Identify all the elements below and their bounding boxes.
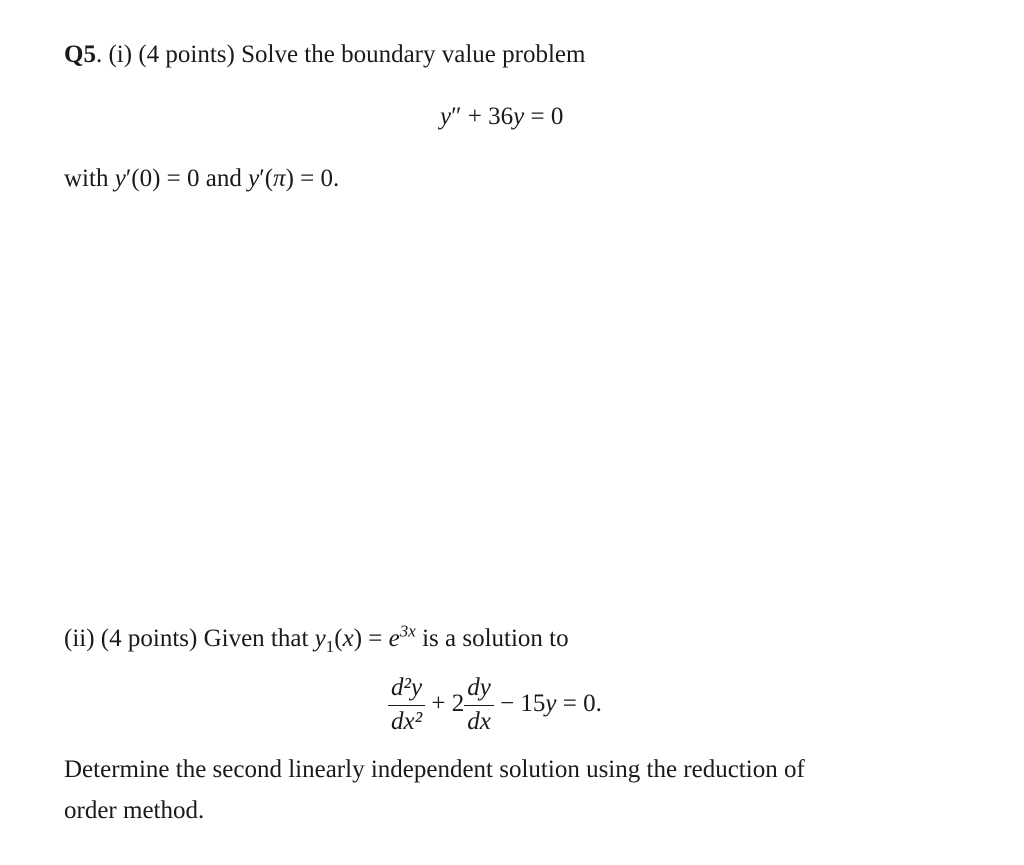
- y1-fn: y: [314, 625, 326, 652]
- part-i-prompt: Solve the boundary value problem: [241, 41, 586, 68]
- y1-close: ) =: [353, 625, 389, 652]
- cond2-prime: ′(: [259, 165, 274, 192]
- eq2-equals-zero: = 0.: [556, 689, 602, 717]
- cond1-fn: y: [114, 165, 126, 192]
- eq-equals-zero: = 0: [524, 103, 564, 130]
- part-ii-equation: [388, 674, 602, 737]
- exp-power: 3x: [399, 621, 416, 641]
- eq2-y: y: [545, 689, 557, 717]
- part-ii-points: (4 points): [100, 625, 198, 652]
- question-label: Q5: [64, 41, 96, 68]
- dx2-denominator: dx²: [391, 707, 423, 735]
- part-ii-marker: (ii): [64, 625, 95, 652]
- d2y-numerator: d²y: [388, 674, 425, 706]
- part-i-points: (4 points): [138, 41, 235, 68]
- d2y-dx2-fraction: [388, 674, 425, 737]
- part-ii-tail: is a solution to: [422, 625, 569, 652]
- cond2-tail: ) = 0.: [285, 165, 340, 192]
- cond1-tail: ′(0) = 0: [125, 165, 200, 192]
- eq-plus36: + 36: [461, 103, 514, 130]
- plus-two: + 2: [431, 689, 465, 717]
- dx-denominator: dx: [467, 707, 491, 735]
- question-heading: Q5. (i) (4 points) Solve the boundary value problem: [64, 41, 586, 68]
- part-ii-task-line2: order method.: [64, 797, 205, 824]
- cond-and: and: [205, 165, 242, 192]
- part-i-marker: (i): [108, 41, 133, 68]
- part-ii-heading: [64, 621, 569, 656]
- y1-open: (: [334, 625, 343, 652]
- cond-with: with: [64, 165, 109, 192]
- minus-fifteen: − 15: [500, 689, 546, 717]
- dy-numerator: dy: [464, 674, 494, 706]
- eq-y2: y: [513, 103, 525, 130]
- cond2-fn: y: [248, 165, 260, 192]
- cond2-pi: π: [273, 165, 286, 192]
- part-ii-task-line1: Determine the second linearly independent solution using the reduction of: [64, 756, 805, 783]
- part-i-equation: [440, 104, 563, 129]
- eq-double-prime: ″: [451, 103, 462, 130]
- y1-subscript: 1: [325, 637, 335, 656]
- part-i-conditions: [64, 166, 339, 191]
- part-ii-given: Given that: [203, 625, 309, 652]
- exp-base: e: [388, 625, 400, 652]
- dy-dx-fraction: [464, 674, 494, 737]
- eq-y: y: [440, 103, 452, 130]
- y1-x: x: [342, 625, 354, 652]
